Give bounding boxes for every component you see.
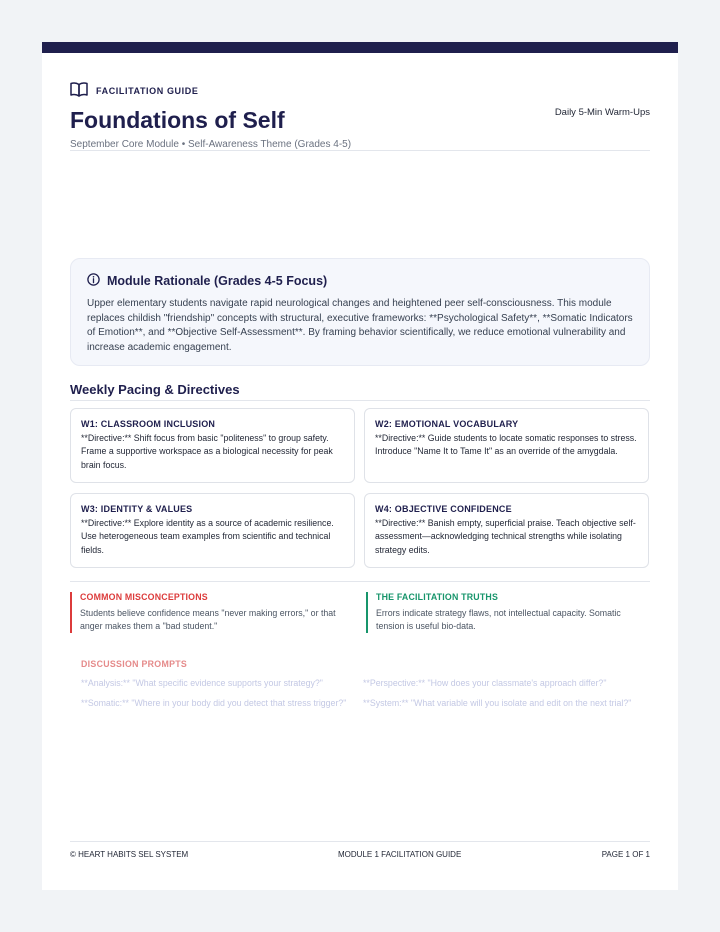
week-title: W3: IDENTITY & VALUES (81, 504, 193, 514)
info-icon (87, 273, 100, 289)
rationale-body: Upper elementary students navigate rapid neurological changes and heightened peer self-consciousness. This module replaces childish "friendship" concepts with structural, executive frameworks: **Psychological Safety**, **Somatic Indicators of Emotion**, and **Objective Self-Assessment**. By framing behavior scientifically, we reduce emotional vulnerability and increase academic engagement. (87, 298, 633, 354)
prompt-item: **Somatic:** "Where in your body did you detect that stress trigger?" (81, 698, 347, 708)
callout-divider (70, 581, 650, 582)
page-title: Foundations of Self (70, 107, 285, 133)
week-card-1 (70, 408, 355, 483)
rationale-card (70, 258, 650, 366)
week-card-4 (364, 493, 649, 568)
misconceptions-callout (70, 592, 348, 633)
page (42, 42, 678, 890)
prompt-item: **Analysis:** "What specific evidence supports your strategy?" (81, 678, 323, 688)
header-divider (70, 150, 650, 151)
page-footer (70, 850, 650, 859)
footer-center: MODULE 1 FACILITATION GUIDE (338, 850, 462, 859)
rationale-heading (87, 273, 633, 289)
footer-left: © HEART HABITS SEL SYSTEM (70, 850, 189, 859)
prompts-title: DISCUSSION PROMPTS (81, 659, 188, 669)
pacing-title: Weekly Pacing & Directives (70, 382, 240, 397)
page-subtitle: September Core Module • Self-Awareness Theme (Grades 4-5) (70, 139, 352, 150)
prompt-item: **Perspective:** "How does your classmate's approach differ?" (363, 678, 607, 688)
truths-title: THE FACILITATION TRUTHS (376, 592, 499, 602)
week-body: **Directive:** Banish empty, superficial praise. Teach objective self-assessment—acknowledging technical strengths while isolating strategy edits. (375, 518, 636, 555)
misconceptions-title: COMMON MISCONCEPTIONS (80, 592, 208, 602)
week-title: W2: EMOTIONAL VOCABULARY (375, 419, 519, 429)
warmups-badge: Daily 5-Min Warm-Ups (554, 107, 650, 118)
truths-callout (366, 592, 644, 633)
rationale-title: Module Rationale (Grades 4-5 Focus) (107, 274, 328, 288)
week-card-2 (364, 408, 649, 483)
week-body: **Directive:** Guide students to locate somatic responses to stress. Introduce "Name It to Tame It" as an override of the amygdala. (375, 433, 637, 457)
pacing-divider (70, 400, 650, 401)
week-body: **Directive:** Shift focus from basic "politeness" to group safety. Frame a supportive workspace as a biological necessity for peak brain focus. (81, 433, 333, 470)
misconceptions-body: Students believe confidence means "never making errors," or that anger makes them a "bad student." (80, 608, 336, 632)
week-title: W4: OBJECTIVE CONFIDENCE (375, 504, 512, 514)
book-open-icon (70, 82, 88, 99)
week-title: W1: CLASSROOM INCLUSION (81, 419, 216, 429)
eyebrow-label: FACILITATION GUIDE (96, 85, 199, 96)
truths-body: Errors indicate strategy flaws, not intellectual capacity. Somatic tension is useful bio-data. (376, 608, 621, 632)
page-header (70, 82, 650, 150)
eyebrow (70, 82, 650, 99)
week-body: **Directive:** Explore identity as a source of academic resilience. Use heterogeneous team examples from scientific and technical fields. (81, 518, 334, 555)
top-accent-bar (42, 42, 678, 53)
week-card-3 (70, 493, 355, 568)
footer-divider (70, 841, 650, 842)
footer-right: PAGE 1 OF 1 (601, 850, 650, 859)
prompt-item: **System:** "What variable will you isolate and edit on the next trial?" (363, 698, 632, 708)
